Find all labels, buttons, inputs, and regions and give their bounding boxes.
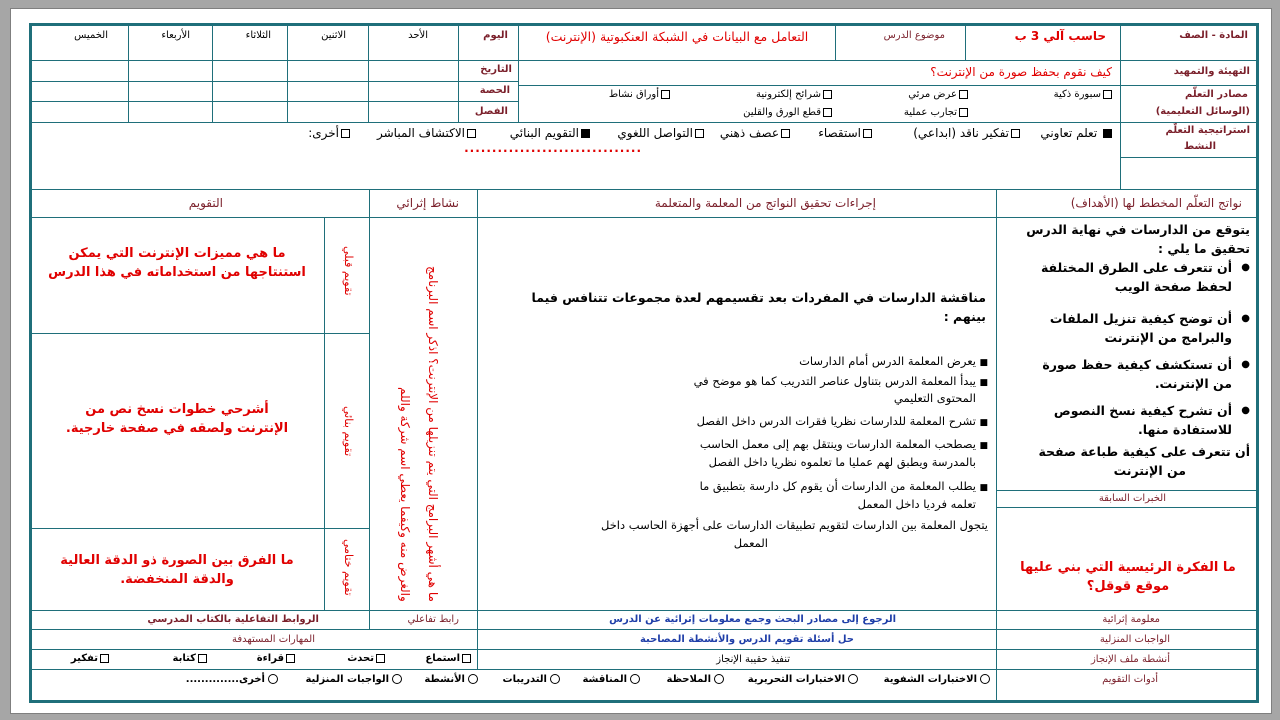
- enrichment-cell: [369, 217, 478, 611]
- strategy-critical-thinking[interactable]: تفكير ناقد (ابداعي): [913, 126, 1020, 140]
- procedure-5-line2: تعلمه فرديا داخل المعمل: [857, 497, 976, 511]
- strategy-other[interactable]: أخرى:: [308, 126, 350, 140]
- resources-label-cell: [1120, 85, 1257, 123]
- period-label: الحصة: [479, 85, 510, 96]
- enrich-info-value-cell: [477, 610, 997, 630]
- period-cell-4: [128, 81, 213, 102]
- homework-label: الواجبات المنزلية: [1099, 634, 1170, 645]
- procedures-intro-2: بينهم :: [943, 309, 986, 324]
- formative-eval-label-cell: [324, 333, 370, 529]
- day-thursday: الخميس: [74, 30, 108, 41]
- resource-smart-board[interactable]: سبورة ذكية: [1054, 89, 1112, 100]
- subject-grade-value: حاسب آلي 3 ب: [1014, 29, 1106, 43]
- formative-eval-label: تقويم بنائي: [342, 406, 355, 457]
- enrichment-text: ما هي أشهر البرامج التي يتم تنزيلها من الإنترنت؟ اذكر اسم البرنامج والغرض منه وكيفما يعطي اسم شركة واللم: [398, 266, 440, 602]
- procedure-1: يعرض المعلمة الدرس أمام الدارسات: [799, 354, 976, 368]
- interactive-link-label-cell: [369, 610, 478, 630]
- class-label: الفصل: [474, 106, 508, 117]
- outcomes-intro-2: تحقيق ما يلي :: [1158, 241, 1250, 256]
- resource-experiments[interactable]: تجارب عملية: [904, 107, 968, 118]
- date-cell-3: [212, 60, 288, 82]
- portfolio-label-cell: [996, 649, 1257, 670]
- date-cell-1: [368, 60, 459, 82]
- procedures-cell: [477, 217, 997, 611]
- resource-slides[interactable]: شرائح إلكترونية: [756, 89, 832, 100]
- checkbox-icon[interactable]: [661, 90, 670, 99]
- strategy-brainstorm[interactable]: عصف ذهني: [720, 126, 790, 140]
- prior-question-cell: [996, 507, 1257, 611]
- resource-worksheets[interactable]: أوراق نشاط: [609, 89, 670, 100]
- resources-label-2: (الوسائل التعليمية): [1155, 106, 1250, 117]
- checkbox-icon[interactable]: [863, 129, 872, 138]
- period-label-cell: [458, 81, 519, 102]
- strategies-options-cell: [31, 122, 1121, 190]
- enrich-info-label: معلومة إثرائية: [1102, 614, 1160, 625]
- day-monday: الاثنين: [321, 30, 346, 41]
- day-monday-cell: [287, 25, 369, 61]
- outcome-3-line2: من الإنترنت.: [1154, 376, 1232, 391]
- radio-icon[interactable]: [980, 674, 990, 684]
- homework-value: حل أسئلة تقويم الدرس والأنشطة المصاحبة: [639, 634, 854, 645]
- radio-icon[interactable]: [714, 674, 724, 684]
- assess-homework[interactable]: الواجبات المنزلية: [305, 674, 402, 685]
- square-bullet-icon: ■: [979, 441, 988, 451]
- lesson-topic-label: موضوع الدرس: [883, 30, 945, 41]
- day-label: اليوم: [483, 30, 508, 41]
- skill-thinking[interactable]: تفكير: [71, 653, 109, 664]
- assess-oral[interactable]: الاختبارات الشفوية: [884, 674, 990, 685]
- final-eval-label: تقويم ختامي: [342, 539, 355, 596]
- outcome-3-line1: أن تستكشف كيفية حفظ صورة: [1042, 357, 1232, 372]
- enrichment-header-cell: [369, 189, 478, 218]
- radio-icon[interactable]: [848, 674, 858, 684]
- final-eval-question-cell: [31, 528, 325, 611]
- bullet-icon: ●: [1241, 262, 1250, 273]
- homework-label-cell: [996, 629, 1257, 650]
- enrich-info-label-cell: [996, 610, 1257, 630]
- class-cell-3: [212, 101, 288, 123]
- skill-speaking[interactable]: تحدث: [347, 653, 385, 664]
- procedure-5-line1: يطلب المعلمة من الدارسات أن يقوم كل دارسة بتطبيق ما: [699, 479, 976, 493]
- radio-icon[interactable]: [268, 674, 278, 684]
- period-cell-2: [287, 81, 369, 102]
- checkbox-icon[interactable]: [959, 90, 968, 99]
- procedure-6-line1: يتجول المعلمة بين الدارسات لتقويم تطبيقات الدارسات على أجهزة الحاسب داخل: [600, 518, 988, 532]
- strategy-inquiry[interactable]: استقصاء: [818, 126, 872, 140]
- skill-writing[interactable]: كتابة: [173, 653, 207, 664]
- checkbox-icon[interactable]: [286, 654, 295, 663]
- pre-eval-question-cell: [31, 217, 325, 334]
- outcomes-intro-1: يتوقع من الدارسات في نهاية الدرس: [1026, 222, 1250, 237]
- skill-listening[interactable]: استماع: [425, 653, 471, 664]
- prior-label: الخبرات السابقة: [1098, 493, 1166, 504]
- period-cell-5: [31, 81, 129, 102]
- procedure-2-line1: يبدأ المعلمة الدرس بتناول عناصر التدريب كما هو موضح في: [693, 374, 976, 388]
- checkbox-checked-icon[interactable]: [581, 129, 590, 138]
- radio-icon[interactable]: [468, 674, 478, 684]
- radio-icon[interactable]: [550, 674, 560, 684]
- bullet-icon: ●: [1241, 313, 1250, 324]
- square-bullet-icon: ■: [979, 483, 988, 493]
- subject-grade-label-cell: [1120, 25, 1257, 61]
- strategies-label-cell: [1120, 122, 1257, 158]
- checkbox-icon[interactable]: [198, 654, 207, 663]
- skills-options-cell: [31, 649, 478, 670]
- outcomes-header: نواتج التعلّم المخطط لها (الأهداف): [1070, 196, 1242, 210]
- checkbox-icon[interactable]: [823, 90, 832, 99]
- enrich-info-value: الرجوع إلى مصادر البحث وجمع معلومات إثرائية عن الدرس: [609, 614, 896, 625]
- date-cell-5: [31, 60, 129, 82]
- strategies-label-1: استراتيجية التعلّم: [1165, 125, 1250, 136]
- radio-icon[interactable]: [630, 674, 640, 684]
- checkbox-icon[interactable]: [100, 654, 109, 663]
- pre-eval-question: ما هي مميزات الإنترنت التي يمكن استنتاجها من استخداماته في هذا الدرس: [48, 246, 306, 280]
- checkbox-icon[interactable]: [462, 654, 471, 663]
- checkbox-icon[interactable]: [1011, 129, 1020, 138]
- assess-observation[interactable]: الملاحظة: [667, 674, 725, 685]
- day-label-cell: [458, 25, 519, 61]
- day-sunday: الأحد: [408, 30, 428, 41]
- interactive-link-value[interactable]: الروابط التفاعلية بالكتاب المدرسي: [147, 614, 319, 625]
- class-cell-4: [128, 101, 213, 123]
- interactive-link-value-cell: [31, 610, 370, 630]
- lesson-topic-value: التعامل مع البيانات في الشبكة العنكبوتية (الإنترنت): [545, 29, 809, 44]
- assessment-label: أدوات التقويم: [1102, 674, 1158, 685]
- procedure-3: تشرح المعلمة للدارسات نظريا فقرات الدرس داخل الفصل: [696, 414, 976, 428]
- strategy-communication[interactable]: التواصل اللغوي: [617, 126, 704, 140]
- lesson-topic-value-cell: [518, 25, 836, 61]
- outcomes-header-cell: [996, 189, 1257, 218]
- strategy-formative[interactable]: التقويم البنائي: [510, 126, 590, 140]
- checkbox-icon[interactable]: [467, 129, 476, 138]
- class-label-cell: [458, 101, 519, 123]
- class-cell-1: [368, 101, 459, 123]
- resources-options-cell: [518, 85, 1121, 123]
- day-wednesday-cell: [128, 25, 213, 61]
- square-bullet-icon: ■: [979, 358, 988, 368]
- intro-label: التهيئة والتمهيد: [1173, 66, 1250, 77]
- page-frame: [10, 8, 1272, 714]
- bullet-icon: ●: [1241, 359, 1250, 370]
- strategy-cooperative[interactable]: تعلم تعاوني: [1040, 126, 1112, 140]
- procedures-header-cell: [477, 189, 997, 218]
- assess-activities[interactable]: الأنشطة: [424, 674, 478, 685]
- day-thursday-cell: [31, 25, 129, 61]
- portfolio-value: تنفيذ حقيبة الإنجاز: [716, 654, 790, 665]
- assess-other[interactable]: أخرى..............: [186, 674, 278, 685]
- evaluation-header: التقويم: [188, 196, 223, 210]
- assess-written[interactable]: الاختبارات التحريرية: [748, 674, 858, 685]
- procedure-6-line2: المعمل: [733, 536, 768, 550]
- checkbox-icon[interactable]: [341, 129, 350, 138]
- procedure-4-line1: يصطحب المعلمة الدارسات وينتقل بهم إلى معمل الحاسب: [699, 437, 976, 451]
- checkbox-icon[interactable]: [1103, 90, 1112, 99]
- resource-paper-pens[interactable]: قطع الورق والقلين: [743, 107, 832, 118]
- day-wednesday: الأربعاء: [161, 30, 190, 41]
- subject-grade-label: المادة - الصف: [1179, 30, 1248, 41]
- interactive-link-label: رابط تفاعلي: [407, 614, 459, 625]
- skills-label-cell: [31, 629, 478, 650]
- formative-eval-question-cell: [31, 333, 325, 529]
- intro-label-cell: [1120, 60, 1257, 86]
- strategies-label-spacer: [1120, 157, 1257, 190]
- procedures-intro-1: مناقشة الدارسات في المفردات بعد تقسيمهم لعدة مجموعات تتنافس فيما: [531, 290, 986, 305]
- procedure-4-line2: بالمدرسة ويطبق لهم عمليا ما تعلموه نظريا داخل الفصل: [708, 455, 976, 469]
- procedures-header: إجراءات تحقيق النواتج من المعلمة والمتعلمة: [654, 196, 876, 210]
- assessment-label-cell: [996, 669, 1257, 701]
- resources-label-1: مصادر التعلّم: [1184, 89, 1248, 100]
- intro-value: كيف نقوم بحفظ صورة من الإنترنت؟: [930, 65, 1112, 79]
- enrichment-header: نشاط إثرائي: [396, 196, 459, 210]
- checkbox-checked-icon[interactable]: [1103, 129, 1112, 138]
- outcome-4-line1: أن تشرح كيفية نسخ النصوص: [1053, 403, 1232, 418]
- outcome-5-line1: أن تتعرف على كيفية طباعة صفحة: [1038, 444, 1250, 459]
- prior-question-1: ما الفكرة الرئيسية التي بني عليها: [1020, 560, 1236, 575]
- day-sunday-cell: [368, 25, 459, 61]
- outcomes-cell: [996, 217, 1257, 491]
- date-label: التاريخ: [480, 64, 512, 75]
- date-cell-4: [128, 60, 213, 82]
- outcome-5-line2: من الإنترنت: [1113, 463, 1186, 478]
- checkbox-icon[interactable]: [823, 108, 832, 117]
- lesson-topic-label-cell: [835, 25, 966, 61]
- class-cell-5: [31, 101, 129, 123]
- pre-eval-label-cell: [324, 217, 370, 334]
- day-tuesday: الثلاثاء: [245, 30, 271, 41]
- skill-reading[interactable]: قراءة: [257, 653, 295, 664]
- outcome-4-line2: للاستفادة منها.: [1138, 422, 1232, 437]
- square-bullet-icon: ■: [979, 418, 988, 428]
- bullet-icon: ●: [1241, 405, 1250, 416]
- final-eval-question: ما الفرق بين الصورة ذو الدقة العالية والدقة المنخفضة.: [60, 553, 294, 587]
- resource-visual-display[interactable]: عرض مرئي: [908, 89, 968, 100]
- portfolio-value-cell: [477, 649, 997, 670]
- square-bullet-icon: ■: [979, 378, 988, 388]
- prior-label-cell: [996, 490, 1257, 508]
- prior-question-2: موقع قوقل؟: [1086, 579, 1170, 594]
- strategies-label-2: النشط: [1183, 141, 1216, 152]
- outcome-1-line2: لحفظ صفحة الويب: [1114, 279, 1232, 294]
- period-cell-1: [368, 81, 459, 102]
- outcome-2-line2: والبرامج من الإنترنت: [1104, 330, 1232, 345]
- portfolio-label: أنشطة ملف الإنجاز: [1090, 654, 1170, 665]
- class-cell-2: [287, 101, 369, 123]
- outcome-2-line1: أن توضح كيفية تنزيل الملفات: [1049, 311, 1232, 326]
- radio-icon[interactable]: [392, 674, 402, 684]
- subject-grade-value-cell: [965, 25, 1121, 61]
- formative-eval-question: أشرحي خطوات نسخ نص من الإنترنت ولصقه في صفحة خارجية.: [65, 402, 289, 436]
- homework-value-cell: [477, 629, 997, 650]
- checkbox-icon[interactable]: [376, 654, 385, 663]
- lesson-plan-sheet: [29, 23, 1259, 703]
- period-cell-3: [212, 81, 288, 102]
- day-tuesday-cell: [212, 25, 288, 61]
- skills-label: المهارات المستهدفة: [231, 634, 315, 645]
- date-label-cell: [458, 60, 519, 82]
- date-cell-2: [287, 60, 369, 82]
- intro-value-cell: [518, 60, 1121, 86]
- evaluation-header-cell: [31, 189, 370, 218]
- assessment-tools-cell: [31, 669, 997, 701]
- assess-exercises[interactable]: التدريبات: [503, 674, 560, 685]
- strategy-discovery[interactable]: الاكتشاف المباشر: [377, 126, 476, 140]
- procedure-2-line2: المحتوى التعليمي: [893, 391, 976, 405]
- strategies-dots: ................................: [464, 141, 642, 155]
- final-eval-label-cell: [324, 528, 370, 611]
- pre-eval-label: تقويم قبلي: [342, 246, 355, 296]
- assess-discussion[interactable]: المناقشة: [582, 674, 640, 685]
- checkbox-icon[interactable]: [695, 129, 704, 138]
- checkbox-icon[interactable]: [781, 129, 790, 138]
- checkbox-icon[interactable]: [959, 108, 968, 117]
- outcome-1-line1: أن تتعرف على الطرق المختلفة: [1040, 260, 1232, 275]
